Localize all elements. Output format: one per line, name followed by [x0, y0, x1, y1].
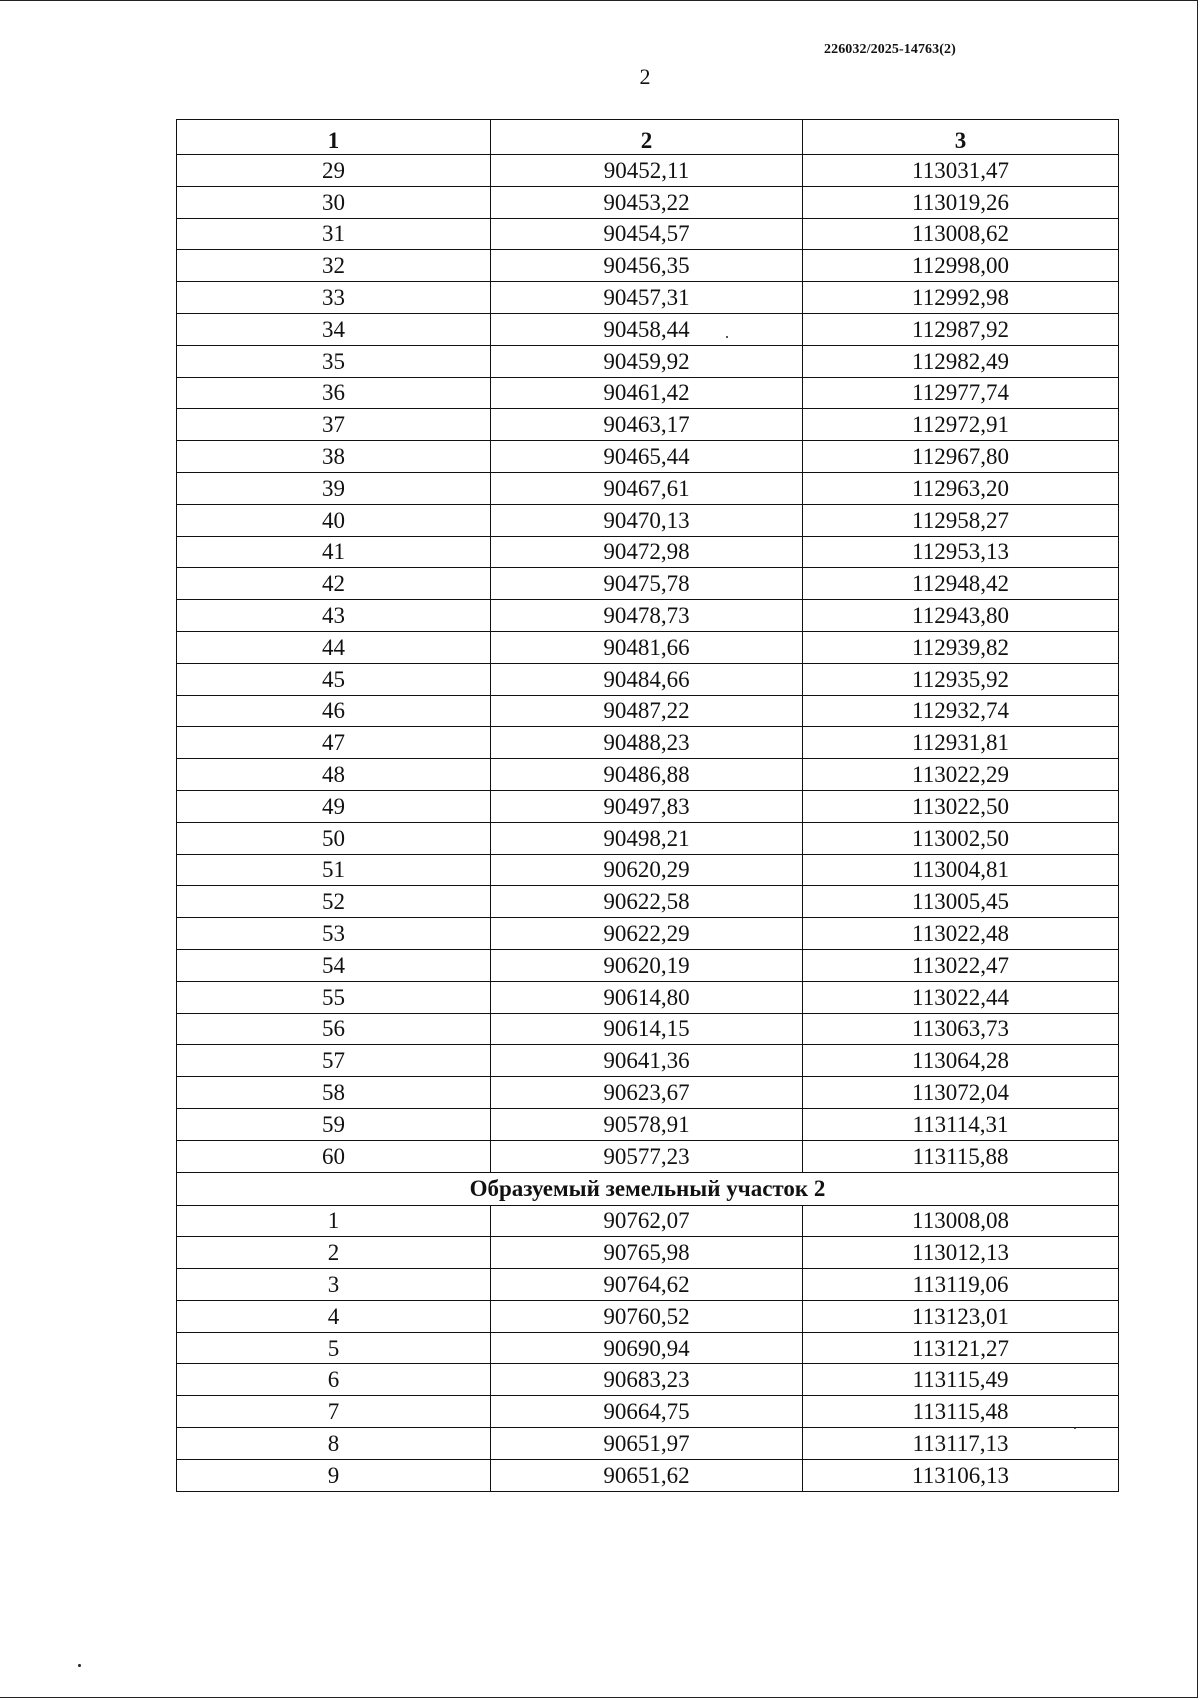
cell-point-number: 1	[177, 1205, 491, 1237]
cell-x-coordinate: 90481,66	[491, 631, 803, 663]
cell-point-number: 32	[177, 250, 491, 282]
cell-point-number: 49	[177, 790, 491, 822]
table-body-part1	[177, 155, 1119, 1173]
cell-y-coordinate: 113072,04	[803, 1077, 1119, 1109]
cell-y-coordinate: 113022,48	[803, 918, 1119, 950]
cell-x-coordinate: 90641,36	[491, 1045, 803, 1077]
table-row	[177, 981, 1119, 1013]
cell-x-coordinate: 90683,23	[491, 1364, 803, 1396]
cell-y-coordinate: 113019,26	[803, 186, 1119, 218]
cell-y-coordinate: 113012,13	[803, 1237, 1119, 1269]
cell-y-coordinate: 112967,80	[803, 441, 1119, 473]
scan-speck	[1074, 1427, 1076, 1429]
cell-x-coordinate: 90762,07	[491, 1205, 803, 1237]
table-row	[177, 600, 1119, 632]
cell-point-number: 55	[177, 981, 491, 1013]
table-row	[177, 155, 1119, 187]
cell-y-coordinate: 112963,20	[803, 472, 1119, 504]
table-row	[177, 313, 1119, 345]
cell-x-coordinate: 90487,22	[491, 695, 803, 727]
cell-x-coordinate: 90498,21	[491, 822, 803, 854]
cell-x-coordinate: 90465,44	[491, 441, 803, 473]
page-number: 2	[639, 64, 651, 89]
cell-x-coordinate: 90622,29	[491, 918, 803, 950]
table-row	[177, 949, 1119, 981]
table-row	[177, 1300, 1119, 1332]
table-row	[177, 1269, 1119, 1301]
cell-x-coordinate: 90458,44	[491, 313, 803, 345]
cell-x-coordinate: 90488,23	[491, 727, 803, 759]
cell-y-coordinate: 113115,48	[803, 1396, 1119, 1428]
cell-point-number: 5	[177, 1332, 491, 1364]
table-row	[177, 218, 1119, 250]
cell-y-coordinate: 113114,31	[803, 1108, 1119, 1140]
cell-x-coordinate: 90614,80	[491, 981, 803, 1013]
cell-point-number: 38	[177, 441, 491, 473]
cell-point-number: 3	[177, 1269, 491, 1301]
cell-y-coordinate: 113002,50	[803, 822, 1119, 854]
table-row	[177, 1108, 1119, 1140]
table-row	[177, 536, 1119, 568]
table-row	[177, 1459, 1119, 1491]
cell-y-coordinate: 113123,01	[803, 1300, 1119, 1332]
table-row	[177, 568, 1119, 600]
document-number: 226032/2025-14763(2)	[824, 42, 956, 57]
cell-point-number: 30	[177, 186, 491, 218]
cell-x-coordinate: 90664,75	[491, 1396, 803, 1428]
cell-y-coordinate: 112948,42	[803, 568, 1119, 600]
cell-x-coordinate: 90453,22	[491, 186, 803, 218]
table-row	[177, 504, 1119, 536]
cell-y-coordinate: 112953,13	[803, 536, 1119, 568]
table-row	[177, 1140, 1119, 1172]
cell-y-coordinate: 112931,81	[803, 727, 1119, 759]
cell-point-number: 46	[177, 695, 491, 727]
cell-point-number: 51	[177, 854, 491, 886]
cell-x-coordinate: 90760,52	[491, 1300, 803, 1332]
cell-point-number: 35	[177, 345, 491, 377]
cell-x-coordinate: 90620,19	[491, 949, 803, 981]
table-row	[177, 1364, 1119, 1396]
cell-x-coordinate: 90470,13	[491, 504, 803, 536]
cell-x-coordinate: 90578,91	[491, 1108, 803, 1140]
cell-x-coordinate: 90484,66	[491, 663, 803, 695]
cell-x-coordinate: 90459,92	[491, 345, 803, 377]
table-row	[177, 409, 1119, 441]
cell-x-coordinate: 90467,61	[491, 472, 803, 504]
cell-x-coordinate: 90457,31	[491, 282, 803, 314]
cell-y-coordinate: 113005,45	[803, 886, 1119, 918]
cell-y-coordinate: 112943,80	[803, 600, 1119, 632]
cell-point-number: 8	[177, 1428, 491, 1460]
cell-point-number: 59	[177, 1108, 491, 1140]
section-title: Образуемый земельный участок 2	[177, 1172, 1119, 1205]
cell-point-number: 47	[177, 727, 491, 759]
section-title-row	[177, 1172, 1119, 1205]
scan-speck	[726, 336, 728, 338]
cell-x-coordinate: 90456,35	[491, 250, 803, 282]
table-row	[177, 377, 1119, 409]
cell-point-number: 40	[177, 504, 491, 536]
cell-x-coordinate: 90486,88	[491, 759, 803, 791]
cell-y-coordinate: 113004,81	[803, 854, 1119, 886]
cell-y-coordinate: 113008,08	[803, 1205, 1119, 1237]
cell-x-coordinate: 90764,62	[491, 1269, 803, 1301]
table-row	[177, 1013, 1119, 1045]
cell-y-coordinate: 113121,27	[803, 1332, 1119, 1364]
table-row	[177, 854, 1119, 886]
table-row	[177, 631, 1119, 663]
cell-y-coordinate: 113022,50	[803, 790, 1119, 822]
cell-y-coordinate: 112992,98	[803, 282, 1119, 314]
cell-x-coordinate: 90454,57	[491, 218, 803, 250]
cell-y-coordinate: 112935,92	[803, 663, 1119, 695]
cell-point-number: 52	[177, 886, 491, 918]
cell-point-number: 31	[177, 218, 491, 250]
table-row	[177, 250, 1119, 282]
cell-point-number: 7	[177, 1396, 491, 1428]
cell-y-coordinate: 112982,49	[803, 345, 1119, 377]
cell-y-coordinate: 112987,92	[803, 313, 1119, 345]
cell-point-number: 6	[177, 1364, 491, 1396]
cell-point-number: 34	[177, 313, 491, 345]
cell-x-coordinate: 90765,98	[491, 1237, 803, 1269]
table-row	[177, 345, 1119, 377]
cell-x-coordinate: 90614,15	[491, 1013, 803, 1045]
cell-y-coordinate: 113119,06	[803, 1269, 1119, 1301]
cell-y-coordinate: 112977,74	[803, 377, 1119, 409]
header-cell-point-number: 1	[177, 120, 491, 155]
table-row	[177, 441, 1119, 473]
cell-x-coordinate: 90475,78	[491, 568, 803, 600]
cell-x-coordinate: 90577,23	[491, 1140, 803, 1172]
cell-y-coordinate: 112958,27	[803, 504, 1119, 536]
cell-point-number: 48	[177, 759, 491, 791]
cell-x-coordinate: 90622,58	[491, 886, 803, 918]
table-row	[177, 886, 1119, 918]
table-section	[177, 1172, 1119, 1205]
cell-y-coordinate: 113022,44	[803, 981, 1119, 1013]
cell-point-number: 37	[177, 409, 491, 441]
coordinates-table	[176, 119, 1119, 1492]
cell-x-coordinate: 90651,97	[491, 1428, 803, 1460]
cell-x-coordinate: 90478,73	[491, 600, 803, 632]
cell-y-coordinate: 113064,28	[803, 1045, 1119, 1077]
cell-point-number: 33	[177, 282, 491, 314]
cell-x-coordinate: 90620,29	[491, 854, 803, 886]
cell-point-number: 2	[177, 1237, 491, 1269]
cell-y-coordinate: 113106,13	[803, 1459, 1119, 1491]
header-cell-y: 3	[803, 120, 1119, 155]
cell-y-coordinate: 113022,29	[803, 759, 1119, 791]
cell-y-coordinate: 112939,82	[803, 631, 1119, 663]
cell-y-coordinate: 113115,49	[803, 1364, 1119, 1396]
cell-point-number: 42	[177, 568, 491, 600]
cell-point-number: 36	[177, 377, 491, 409]
table-row	[177, 1205, 1119, 1237]
cell-point-number: 43	[177, 600, 491, 632]
cell-x-coordinate: 90690,94	[491, 1332, 803, 1364]
cell-x-coordinate: 90452,11	[491, 155, 803, 187]
table-row	[177, 282, 1119, 314]
cell-point-number: 4	[177, 1300, 491, 1332]
cell-y-coordinate: 113115,88	[803, 1140, 1119, 1172]
cell-x-coordinate: 90472,98	[491, 536, 803, 568]
table-row	[177, 1237, 1119, 1269]
table-header-row	[177, 120, 1119, 155]
cell-point-number: 58	[177, 1077, 491, 1109]
table-body-part2	[177, 1205, 1119, 1491]
cell-y-coordinate: 113117,13	[803, 1428, 1119, 1460]
cell-point-number: 29	[177, 155, 491, 187]
table-row	[177, 1396, 1119, 1428]
cell-point-number: 39	[177, 472, 491, 504]
cell-point-number: 60	[177, 1140, 491, 1172]
cell-point-number: 54	[177, 949, 491, 981]
cell-point-number: 50	[177, 822, 491, 854]
table-row	[177, 1045, 1119, 1077]
cell-point-number: 44	[177, 631, 491, 663]
table-row	[177, 759, 1119, 791]
cell-y-coordinate: 112932,74	[803, 695, 1119, 727]
cell-point-number: 56	[177, 1013, 491, 1045]
table-row	[177, 186, 1119, 218]
table-row	[177, 1428, 1119, 1460]
cell-y-coordinate: 112998,00	[803, 250, 1119, 282]
header-cell-x: 2	[491, 120, 803, 155]
cell-y-coordinate: 113063,73	[803, 1013, 1119, 1045]
cell-y-coordinate: 113008,62	[803, 218, 1119, 250]
cell-y-coordinate: 113031,47	[803, 155, 1119, 187]
cell-x-coordinate: 90651,62	[491, 1459, 803, 1491]
table-row	[177, 727, 1119, 759]
cell-x-coordinate: 90463,17	[491, 409, 803, 441]
cell-point-number: 9	[177, 1459, 491, 1491]
cell-point-number: 53	[177, 918, 491, 950]
cell-x-coordinate: 90497,83	[491, 790, 803, 822]
cell-point-number: 57	[177, 1045, 491, 1077]
scan-speck	[78, 1664, 81, 1667]
cell-point-number: 45	[177, 663, 491, 695]
table-row	[177, 472, 1119, 504]
table-row	[177, 1332, 1119, 1364]
cell-point-number: 41	[177, 536, 491, 568]
cell-y-coordinate: 113022,47	[803, 949, 1119, 981]
cell-x-coordinate: 90623,67	[491, 1077, 803, 1109]
table-row	[177, 695, 1119, 727]
cell-x-coordinate: 90461,42	[491, 377, 803, 409]
table-row	[177, 822, 1119, 854]
table-row	[177, 663, 1119, 695]
cell-y-coordinate: 112972,91	[803, 409, 1119, 441]
table-row	[177, 1077, 1119, 1109]
table-row	[177, 918, 1119, 950]
table-row	[177, 790, 1119, 822]
